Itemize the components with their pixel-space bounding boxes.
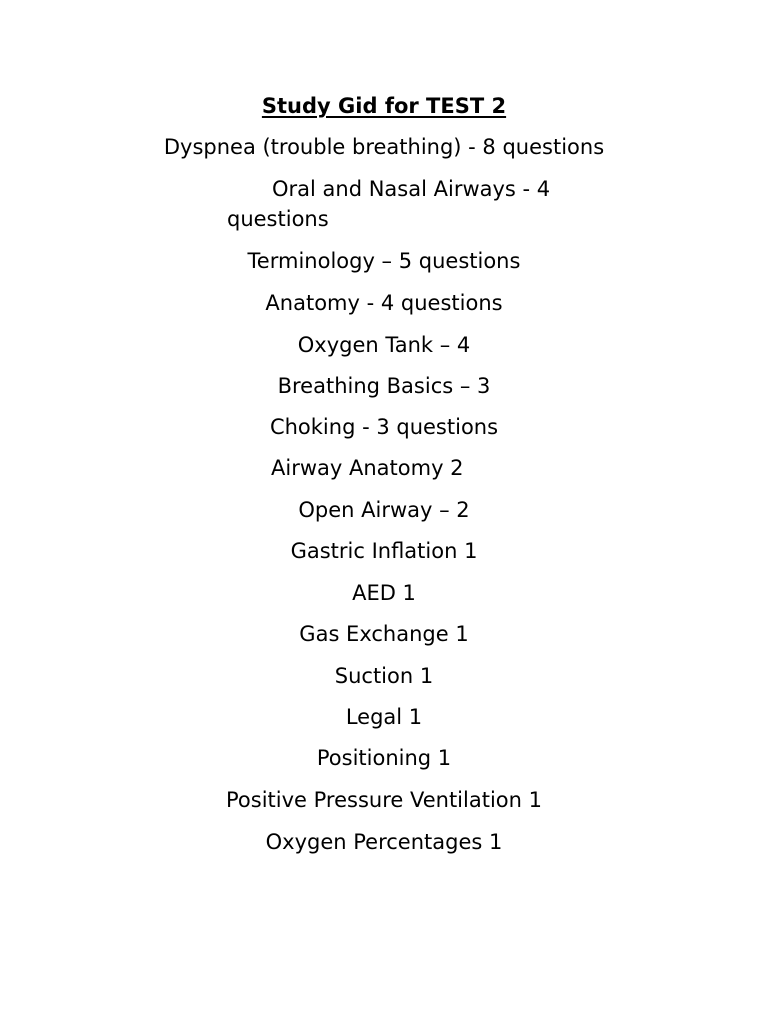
study-item-dyspnea: Dyspnea (trouble breathing) - 8 questions	[163, 135, 605, 159]
study-item-positive-pressure-ventilation: Positive Pressure Ventilation 1	[226, 788, 542, 812]
study-item-oxygen-percentages: Oxygen Percentages 1	[265, 830, 503, 854]
study-item-oral-nasal-airways-continued: questions	[227, 207, 329, 231]
document-title: Study Gid for TEST 2	[261, 94, 507, 118]
study-item-suction: Suction 1	[334, 664, 434, 688]
study-item-aed: AED 1	[352, 581, 416, 605]
study-item-gastric-inflation: Gastric Inflation 1	[290, 539, 478, 563]
study-item-oxygen-tank: Oxygen Tank – 4	[297, 333, 471, 357]
study-item-choking: Choking - 3 questions	[269, 415, 499, 439]
study-item-gas-exchange: Gas Exchange 1	[299, 622, 469, 646]
study-item-open-airway: Open Airway – 2	[298, 498, 470, 522]
study-item-breathing-basics: Breathing Basics – 3	[277, 374, 491, 398]
study-item-terminology: Terminology – 5 questions	[247, 249, 521, 273]
study-item-anatomy: Anatomy - 4 questions	[265, 291, 503, 315]
study-item-airway-anatomy: Airway Anatomy 2	[271, 456, 464, 480]
study-item-oral-nasal-airways: Oral and Nasal Airways - 4	[272, 177, 551, 201]
study-item-positioning: Positioning 1	[316, 746, 452, 770]
study-item-legal: Legal 1	[345, 705, 423, 729]
